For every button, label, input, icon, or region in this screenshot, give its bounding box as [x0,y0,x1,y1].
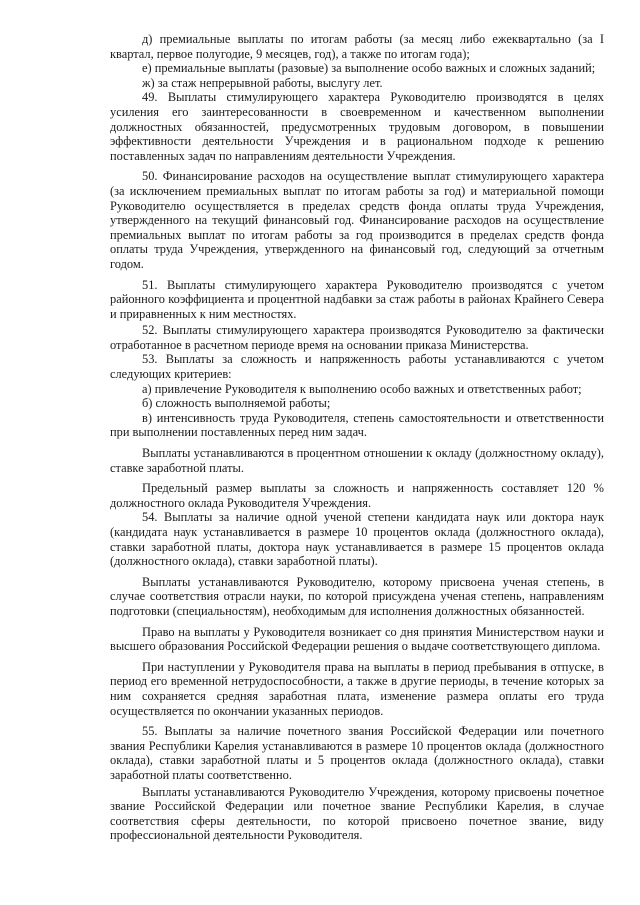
paragraph: 52. Выплаты стимулирующего характера производятся Руководителю за фактически отработанное в расчетном периоде время на основании приказа Министерства. [110,323,604,352]
document-body [110,32,604,843]
paragraph: 51. Выплаты стимулирующего характера Руководителю производятся с учетом районного коэффициента и процентной надбавки за стаж работы в районах Крайнего Севера и приравненных к ним местностях. [110,277,604,321]
paragraph: а) привлечение Руководителя к выполнению особо важных и ответственных работ; [142,381,582,396]
paragraph: 53. Выплаты за сложность и напряженность работы устанавливаются с учетом следующих критериев: [110,352,604,382]
paragraph: При наступлении у Руководителя права на выплаты в период пребывания в отпуске, в период его временной нетрудоспособности, а также в другие периоды, в течение которых за ним сохраняется средняя заработная плата, изменение размера оплаты его труда осуществляется по окончании указанных периодов. [110,659,604,718]
paragraph: в) интенсивность труда Руководителя, степень самостоятельности и ответственности при выполнении поставленных перед ним задач. [110,410,604,440]
paragraph: д) премиальные выплаты по итогам работы (за месяц либо ежеквартально (за I квартал, первое полугодие, 9 месяцев, год), а также по итогам года); [110,32,604,61]
paragraph: Предельный размер выплаты за сложность и напряженность составляет 120 % должностного оклада Руководителя Учреждения. [110,481,604,510]
paragraph: 50. Финансирование расходов на осуществление выплат стимулирующего характера (за исключением премиальных выплат по итогам работы за год) и материальной помощи Руководителю осуществляется в пределах средств фонда оплаты труда Учреждения, утвержденного на текущий финансовый год. Финансирование расходов на осуществление премиальных выплат по итогам работы за год производится в пределах средств фонда оплаты труда Учреждения, утвержденного на финансовый год, следующий за отчетным годом. [110,169,604,271]
paragraph: Право на выплаты у Руководителя возникает со дня принятия Министерством науки и высшего образования Российской Федерации решения о выдаче соответствующего диплома. [110,624,604,654]
paragraph: 54. Выплаты за наличие одной ученой степени кандидата наук или доктора наук (кандидата наук устанавливается в размере 10 процентов оклада (должностного оклада), ставки заработной платы, доктора наук устанавливается в размере 15 процентов оклада (должностного оклада), ставки заработной платы). [110,510,604,569]
paragraph: 55. Выплаты за наличие почетного звания Российской Федерации или почетного звания Республики Карелия устанавливаются в размере 10 процентов оклада (должностного оклада), ставки заработной платы и 5 процентов оклада (должностного оклада), ставки заработной платы соответственно. [110,724,604,782]
paragraph: ж) за стаж непрерывной работы, выслугу лет. [142,75,383,90]
paragraph: Выплаты устанавливаются Руководителю, которому присвоена ученая степень, в случае соответствия отрасли науки, по которой присуждена ученая степень, направлениям подготовки (специальностям), необходимым для исполнения должностных обязанностей. [110,574,604,618]
paragraph: Выплаты устанавливаются в процентном отношении к окладу (должностному окладу), ставке заработной платы. [110,446,604,475]
paragraph: Выплаты устанавливаются Руководителю Учреждения, которому присвоены почетное звание Российской Федерации или почетное звание Республики Карелия, в случае соответствия сферы деятельности, по которой присвоено почетное звание, виду профессиональной деятельности Руководителя. [110,784,604,843]
paragraph: 49. Выплаты стимулирующего характера Руководителю производятся в целях усиления его заинтересованности в своевременном и качественном выполнении должностных обязанностей, предусмотренных трудовым договором, в повышении эффективности деятельности Учреждения и в рациональном подходе к решению поставленных задач по направлениям деятельности Учреждения. [110,90,604,163]
paragraph: б) сложность выполняемой работы; [142,396,331,411]
paragraph: е) премиальные выплаты (разовые) за выполнение особо важных и сложных заданий; [142,61,596,76]
